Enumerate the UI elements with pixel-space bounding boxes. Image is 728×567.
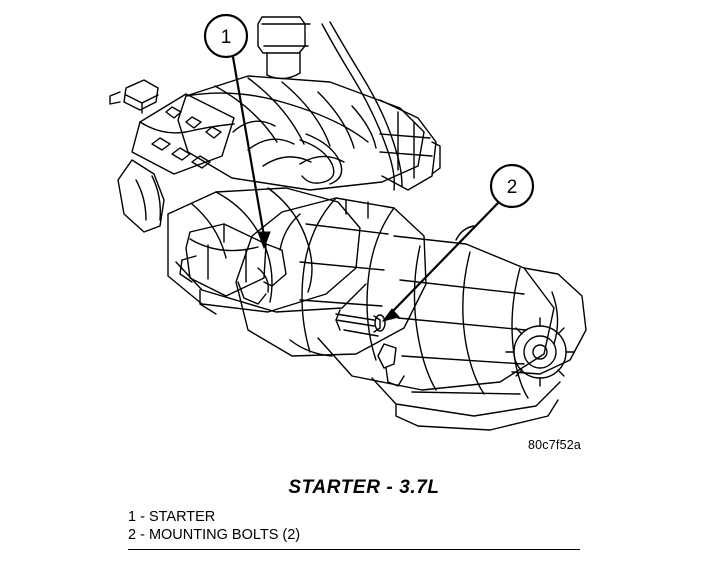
- figure-title: STARTER - 3.7L: [288, 477, 440, 498]
- legend-item-2: 2 - MOUNTING BOLTS (2): [128, 527, 301, 543]
- footer-divider: [128, 549, 580, 550]
- callout-2-number: 2: [506, 177, 518, 198]
- legend-item-1: 1 - STARTER: [128, 509, 216, 525]
- callout-1-number: 1: [220, 27, 232, 48]
- figure-code: 80c7f52a: [528, 438, 582, 452]
- figure-legend: [128, 508, 300, 544]
